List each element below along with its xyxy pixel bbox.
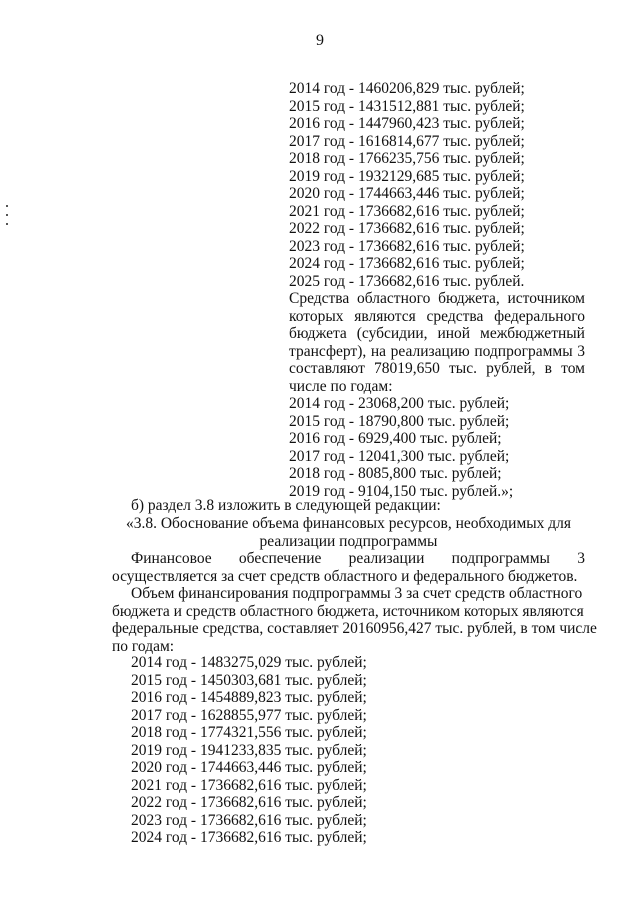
year-line: 2020 год - 1744663,446 тыс. рублей;: [131, 759, 367, 776]
year-line: 2014 год - 1460206,829 тыс. рублей;: [289, 80, 525, 97]
year-line: 2014 год - 23068,200 тыс. рублей;: [289, 395, 510, 412]
year-line: 2016 год - 6929,400 тыс. рублей;: [289, 430, 502, 447]
year-line: 2016 год - 1454889,823 тыс. рублей;: [131, 689, 367, 706]
year-line: 2021 год - 1736682,616 тыс. рублей;: [289, 202, 525, 220]
year-line: 2017 год - 1628855,977 тыс. рублей;: [131, 706, 367, 724]
section-heading: [112, 515, 585, 550]
scan-mark: [6, 223, 8, 225]
paragraph-line: числе по годам:: [289, 377, 393, 395]
paragraph-line: бюджета и средств областного бюджета, источником которых являются: [112, 602, 584, 620]
year-line: 2021 год - 1736682,616 тыс. рублей;: [131, 776, 367, 794]
paragraph-line: по годам:: [112, 637, 175, 655]
paragraph-line: составляют 78019,650 тыс. рублей, в том: [289, 360, 585, 377]
year-line: 2023 год - 1736682,616 тыс. рублей;: [289, 237, 525, 255]
paragraph-line: федеральные средства, составляет 20160956,427 тыс. рублей, в том числе: [112, 620, 597, 637]
paragraph-line: осуществляется за счет средств областного и федерального бюджетов.: [112, 567, 578, 585]
year-line: 2015 год - 1450303,681 тыс. рублей;: [131, 671, 367, 689]
funding-paragraph: [112, 550, 585, 585]
paragraph-line: которых являются средства федерального: [289, 307, 585, 325]
year-line: 2014 год - 1483275,029 тыс. рублей;: [131, 654, 367, 671]
paragraph-line: бюджета (субсидии, иной межбюджетный: [289, 325, 585, 342]
scan-mark: [6, 205, 8, 207]
year-line: 2025 год - 1736682,616 тыс. рублей.: [289, 272, 525, 290]
section-b-instruction: б) раздел 3.8 изложить в следующей редакции:: [131, 497, 441, 514]
year-line: 2015 год - 1431512,881 тыс. рублей;: [289, 97, 525, 115]
volume-paragraph: [112, 585, 597, 655]
page-number: 9: [316, 32, 324, 49]
paragraph-line: трансферт), на реализацию подпрограммы 3: [289, 342, 585, 360]
heading-line: «3.8. Обоснование объема финансовых ресурсов, необходимых для: [125, 515, 572, 532]
year-line: 2017 год - 1616814,677 тыс. рублей;: [289, 132, 525, 150]
year-line: 2019 год - 9104,150 тыс. рублей.»;: [289, 482, 514, 500]
year-line: 2019 год - 1932129,685 тыс. рублей;: [289, 167, 525, 185]
year-line: 2017 год - 12041,300 тыс. рублей;: [289, 447, 510, 465]
year-line: 2018 год - 1766235,756 тыс. рублей;: [289, 150, 525, 167]
year-line: 2020 год - 1744663,446 тыс. рублей;: [289, 185, 525, 202]
year-line: 2018 год - 8085,800 тыс. рублей;: [289, 465, 502, 482]
year-line: 2023 год - 1736682,616 тыс. рублей;: [131, 811, 367, 829]
scan-mark: [6, 214, 8, 216]
year-line: 2019 год - 1941233,835 тыс. рублей;: [131, 741, 367, 759]
funding-by-year-list: [131, 654, 367, 847]
year-line: 2015 год - 18790,800 тыс. рублей;: [289, 412, 510, 430]
year-line: 2024 год - 1736682,616 тыс. рублей;: [289, 255, 525, 272]
paragraph-line: Объем финансирования подпрограммы 3 за счет средств областного: [131, 585, 583, 602]
passport-column: [289, 80, 585, 500]
year-line: 2022 год - 1736682,616 тыс. рублей;: [289, 220, 525, 237]
year-line: 2024 год - 1736682,616 тыс. рублей;: [131, 829, 367, 846]
paragraph-line: Средства областного бюджета, источником: [289, 290, 585, 307]
year-line: 2016 год - 1447960,423 тыс. рублей;: [289, 115, 525, 132]
heading-line: реализации подпрограммы: [259, 532, 438, 550]
year-line: 2022 год - 1736682,616 тыс. рублей;: [131, 794, 367, 811]
paragraph-line: Финансовое обеспечение реализации подпрограммы 3: [131, 550, 585, 567]
year-line: 2018 год - 1774321,556 тыс. рублей;: [131, 724, 367, 741]
